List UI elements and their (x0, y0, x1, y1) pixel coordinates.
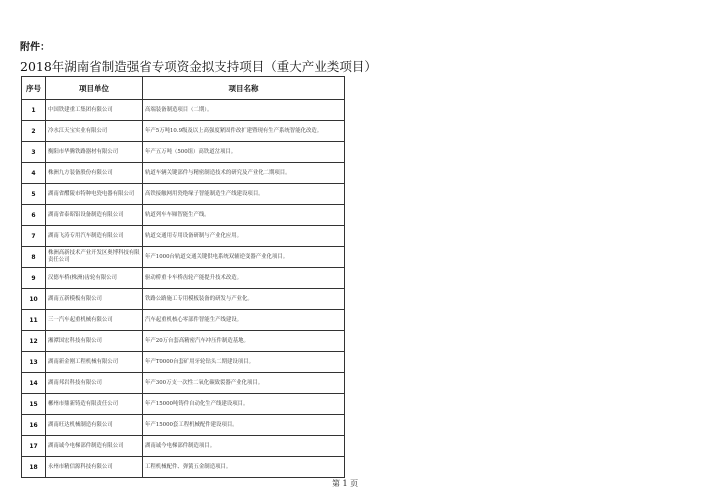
row-unit: 衡阳市华腾铁路器材有限公司 (46, 142, 143, 163)
table-row (22, 121, 345, 142)
row-unit: 湖南飞涛专用汽车制造有限公司 (46, 226, 143, 247)
row-number: 14 (22, 373, 46, 394)
row-unit: 汉德车桥(株洲)齿轮有限公司 (46, 268, 143, 289)
table-row (22, 205, 345, 226)
table-row (22, 436, 345, 457)
table-row (22, 457, 345, 478)
row-project-name: 年产15000吨铸件自动化生产线建设项目。 (143, 394, 345, 415)
header-serial-number: 序号 (22, 77, 46, 100)
row-project-name: 湖南诚今电梯部件制造项目。 (143, 436, 345, 457)
row-number: 11 (22, 310, 46, 331)
table-row (22, 226, 345, 247)
row-project-name: 高端装备制造项目（二期）。 (143, 100, 345, 121)
row-unit: 中国铁建重工集团有限公司 (46, 100, 143, 121)
attachment-label: 附件： (20, 42, 50, 53)
row-project-name: 轨道车辆关键部件与精密制造技术的研究及产业化二期项目。 (143, 163, 345, 184)
row-unit: 株洲九方装备股份有限公司 (46, 163, 143, 184)
row-unit: 湖南新金刚工程机械有限公司 (46, 352, 143, 373)
table-row (22, 142, 345, 163)
row-number: 12 (22, 331, 46, 352)
row-number: 16 (22, 415, 46, 436)
header-project-unit: 项目单位 (46, 77, 143, 100)
row-project-name: 轨道交通用专用设备研制与产业化应用。 (143, 226, 345, 247)
row-unit: 郴州市鼎新铸造有限责任公司 (46, 394, 143, 415)
table-row (22, 394, 345, 415)
row-number: 10 (22, 289, 46, 310)
row-project-name: 年产1000台轨道交通关键供电系统双辅逆变器产业化项目。 (143, 247, 345, 268)
row-number: 18 (22, 457, 46, 478)
document-title: 2018年湖南省制造强省专项资金拟支持项目（重大产业类项目） (20, 59, 377, 74)
row-unit: 湘潭国宏科技有限公司 (46, 331, 143, 352)
row-number: 3 (22, 142, 46, 163)
row-project-name: 轨道列车车厢智能生产线。 (143, 205, 345, 226)
row-number: 7 (22, 226, 46, 247)
table-row (22, 415, 345, 436)
row-project-name: 驱动桥重卡车桥齿轮产能提升技术改造。 (143, 268, 345, 289)
row-unit: 湖南省泰昭铝设备制造有限公司 (46, 205, 143, 226)
row-unit: 冷水江天宝实业有限公司 (46, 121, 143, 142)
row-project-name: 铁路公路施工专用模板装备的研发与产业化。 (143, 289, 345, 310)
project-table (21, 76, 345, 478)
row-number: 6 (22, 205, 46, 226)
table-row (22, 373, 345, 394)
table-row (22, 247, 345, 268)
row-number: 5 (22, 184, 46, 205)
header-project-name: 项目名称 (143, 77, 345, 100)
row-number: 8 (22, 247, 46, 268)
row-project-name: 年产5万吨10.9级及以上高强度紧固件改扩建暨现有生产系统智能化改造。 (143, 121, 345, 142)
row-number: 2 (22, 121, 46, 142)
row-unit: 永州市精信源科技有限公司 (46, 457, 143, 478)
table-row (22, 268, 345, 289)
row-project-name: 年产20万台套高精密汽车冲压件制造基地。 (143, 331, 345, 352)
page-footer: 第 1 页 (332, 479, 359, 488)
row-unit: 湖南邦岩科技有限公司 (46, 373, 143, 394)
row-number: 15 (22, 394, 46, 415)
row-unit: 湖南诚今电梯部件制造有限公司 (46, 436, 143, 457)
table-row (22, 163, 345, 184)
row-project-name: 年产300万支一次性二氧化碳致裂器产业化项目。 (143, 373, 345, 394)
table-row (22, 331, 345, 352)
row-project-name: 工程机械配件、弹簧五金制造项目。 (143, 457, 345, 478)
table-row (22, 184, 345, 205)
table-header-row (22, 77, 345, 100)
row-number: 1 (22, 100, 46, 121)
row-number: 13 (22, 352, 46, 373)
row-project-name: 年产T0000台套矿用牙轮钻头二期建设项目。 (143, 352, 345, 373)
table-row (22, 352, 345, 373)
table-row (22, 100, 345, 121)
row-unit: 湖南旺达机械制造有限公司 (46, 415, 143, 436)
row-number: 17 (22, 436, 46, 457)
row-number: 4 (22, 163, 46, 184)
table-row (22, 289, 345, 310)
table-row (22, 310, 345, 331)
row-number: 9 (22, 268, 46, 289)
row-project-name: 高铁接触网用瓷绝缘子智能制造生产线建设项目。 (143, 184, 345, 205)
row-project-name: 年产15000套工程机械配件建设项目。 (143, 415, 345, 436)
row-project-name: 汽车起重机核心零部件智能生产线建设。 (143, 310, 345, 331)
row-project-name: 年产五万吨（500组）高铁道岔项目。 (143, 142, 345, 163)
row-unit: 湖南五新模板有限公司 (46, 289, 143, 310)
row-unit: 株洲高新技术产业开发区奥博科技有限责任公司 (46, 247, 143, 268)
row-unit: 三一汽车起重机械有限公司 (46, 310, 143, 331)
row-unit: 湖南省醴陵市特种电瓷电器有限公司 (46, 184, 143, 205)
